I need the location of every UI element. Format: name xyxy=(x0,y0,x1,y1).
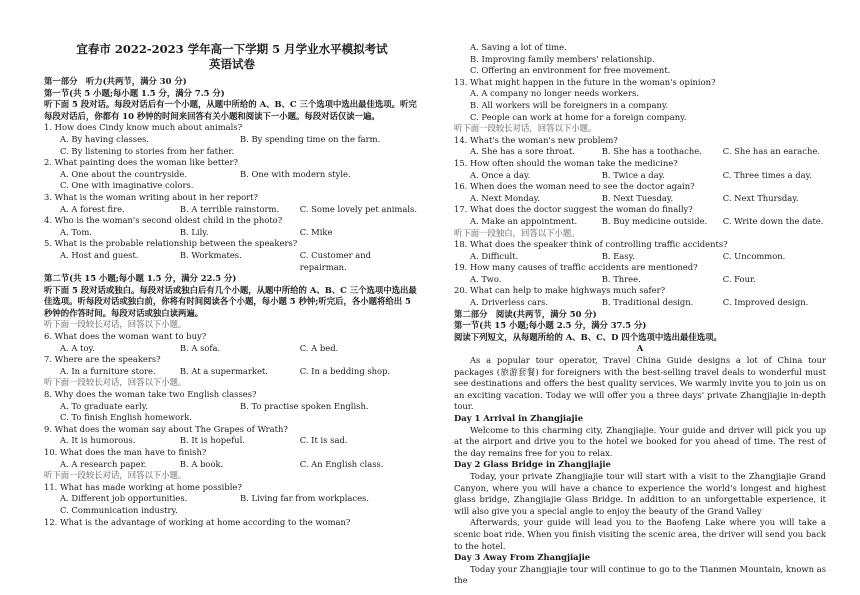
option: B. Traditional design. xyxy=(601,297,694,308)
listening-note: 听下面一段较长对话，回答以下小题。 xyxy=(44,470,187,481)
option: B. A book. xyxy=(179,458,224,469)
question-7: 7. Where are the speakers? xyxy=(44,354,161,365)
question-2-options xyxy=(44,169,420,181)
option: C. Write down the date. xyxy=(722,215,824,226)
option: B. Easy. xyxy=(601,250,635,261)
option: A. It is humorous. xyxy=(60,435,136,446)
option: B. One with modern style. xyxy=(240,168,351,179)
option: B. Lily. xyxy=(179,226,209,237)
option: C. Offering an environment for free movement. xyxy=(470,65,671,76)
section1-heading: 第一节(共 5 小题;每小题 1.5 分，满分 7.5 分) xyxy=(44,87,225,98)
option: C. Communication industry. xyxy=(60,504,178,515)
question-1-options xyxy=(44,134,420,146)
listening-note: 听下面一段较长对话，回答以下小题。 xyxy=(44,319,187,330)
part2-heading: 第二部分 阅读(共两节，满分 50 分) xyxy=(454,308,597,319)
question-5-options xyxy=(44,250,420,273)
question-7-options xyxy=(44,366,420,378)
question-14: 14. What's the woman's new problem? xyxy=(454,134,618,145)
question-16-options xyxy=(454,193,826,205)
option: C. Uncommon. xyxy=(722,250,786,261)
option: B. All workers will be foreigners in a company. xyxy=(470,99,669,110)
option: A. In a furniture store. xyxy=(60,365,156,376)
option: A. Once a day. xyxy=(470,169,531,180)
listening-note: 听下面一段较长对话，回答以下小题。 xyxy=(44,377,187,388)
passage-letter: A xyxy=(636,343,644,354)
option: B. Improving family members' relationship. xyxy=(470,53,655,64)
exam-title: 宜春市 2022-2023 学年高一下学期 5 月学业水平模拟考试 xyxy=(76,42,388,56)
option: C. She has an earache. xyxy=(722,146,820,157)
question-20: 20. What can help to make highways much safer? xyxy=(454,285,666,296)
question-18: 18. What does the speaker think of controlling traffic accidents? xyxy=(454,239,728,250)
question-13: 13. What might happen in the future in the woman's opinion? xyxy=(454,76,716,87)
section2-instructions: 听下面 5 段对话或独白。每段对话或独白后有几个小题，从题中所给的 A、B、C 三个选项中选出最佳选项。听每段对话或独白前，你将有时间阅读各个小题，每小题 5 秒钟;听完后，各小题将给出 5 秒钟的作答时间。每段对话或独白读两遍。 xyxy=(44,284,417,318)
question-12: 12. What is the advantage of working at home according to the woman? xyxy=(44,516,351,527)
question-15-options xyxy=(454,170,826,182)
listening-note: 听下面一段独白，回答以下小题。 xyxy=(454,227,580,238)
option: A. Saving a lot of time. xyxy=(470,42,567,52)
left-column xyxy=(44,42,420,528)
option: A. To graduate early. xyxy=(60,400,149,411)
part1-heading: 第一部分 听力(共两节，满分 30 分) xyxy=(44,76,187,86)
option: C. It is sad. xyxy=(299,435,348,446)
option: B. A terrible rainstorm. xyxy=(179,203,280,214)
question-10: 10. What does the man have to finish? xyxy=(44,447,207,457)
option: B. Buy medicine outside. xyxy=(601,215,708,226)
section2-heading: 第二节(共 15 小题;每小题 1.5 分，满分 22.5 分) xyxy=(44,273,237,284)
option: C. Mike xyxy=(299,226,333,237)
option: C. People can work at home for a foreign company. xyxy=(470,111,687,122)
question-19-options xyxy=(454,274,826,286)
day-heading: Day 1 Arrival in Zhangjiajie xyxy=(454,413,584,423)
option: C. Customer and repairman. xyxy=(299,249,372,272)
question-8: 8. Why does the woman take two English classes? xyxy=(44,389,257,400)
option: B. At a supermarket. xyxy=(179,365,268,376)
question-2: 2. What painting does the woman like better? xyxy=(44,157,239,168)
option: A. A company no longer needs workers. xyxy=(470,88,639,99)
question-4-options xyxy=(44,227,420,239)
question-19: 19. How many causes of traffic accidents are mentioned? xyxy=(454,262,698,273)
option: C. An English class. xyxy=(299,458,384,469)
option: A. One about the countryside. xyxy=(60,168,188,179)
right-column xyxy=(454,42,826,587)
option: C. Four. xyxy=(722,273,756,284)
question-15: 15. How often should the woman take the medicine? xyxy=(454,157,678,168)
question-16: 16. When does the woman need to see the doctor again? xyxy=(454,181,695,192)
passage-paragraph: Afterwards, your guide will lead you to the Baofeng Lake where you will take a scenic boat ride. When you finish visiting the scenic area, the driver will send you back to the hotel. xyxy=(454,517,826,551)
passage-paragraph: Welcome to this charming city, Zhangjiajie. Your guide and driver will pick you up at the airport and drive you to the hotel we booked for you ahead of time. The rest of the day remains free for you to relax. xyxy=(454,424,826,458)
option: C. Next Thursday. xyxy=(722,192,799,203)
question-17: 17. What does the doctor suggest the woman do finally? xyxy=(454,204,693,215)
passage-paragraph: Today, your private Zhangjiajie tour will start with a visit to the Zhangjiajie Grand Canyon, where you will have a chance to experience the world's longest and highest glass bridge, Zhangjiajie Glass Bridge. In addition to an unforgettable experience, it will also give you a special angle to enjoy the beauty of the Grand Valley xyxy=(454,470,826,516)
option: B. She has a toothache. xyxy=(601,146,702,157)
option: C. By listening to stories from her father. xyxy=(60,145,235,156)
question-11-options xyxy=(44,493,420,505)
option: B. Twice a day. xyxy=(601,169,665,180)
option: C. To finish English homework. xyxy=(60,412,192,423)
option: A. Different job opportunities. xyxy=(60,493,188,504)
question-6-options xyxy=(44,343,420,355)
day-heading: Day 3 Away From Zhangjiajie xyxy=(454,552,591,563)
option: B. Living far from workplaces. xyxy=(240,493,369,504)
question-11: 11. What has made working at home possible? xyxy=(44,481,242,492)
section3-heading: 第一节(共 15 小题;每小题 2.5 分，满分 37.5 分) xyxy=(454,320,647,331)
option: A. Difficult. xyxy=(470,250,519,261)
option: C. One with imaginative colors. xyxy=(60,180,194,191)
option: C. In a bedding shop. xyxy=(299,365,391,376)
passage-paragraph: As a popular tour operator, Travel China Guide designs a lot of China tour packages (旅游套餐) for foreigners with the best-selling travel deals to wonderful must see destinations and offers the best quality services. We warmly invite you to join us on an exciting vacation. Today we will offer you a three days' private Zhangjiajie in-depth tour. xyxy=(454,355,826,412)
option: A. By having classes. xyxy=(60,133,150,144)
listening-note: 听下面一段较长对话，回答以下小题。 xyxy=(454,123,597,134)
option: A. Two. xyxy=(470,273,502,284)
option: A. Next Monday. xyxy=(470,192,541,203)
option: B. To practise spoken English. xyxy=(240,400,369,411)
option: B. Workmates. xyxy=(179,249,242,260)
option: B. Next Tuesday. xyxy=(601,192,674,203)
question-5: 5. What is the probable relationship between the speakers? xyxy=(44,238,298,249)
exam-subtitle: 英语试卷 xyxy=(209,57,255,71)
option: C. A bed. xyxy=(299,342,339,353)
option: C. Improved design. xyxy=(722,297,809,308)
option: B. By spending time on the farm. xyxy=(240,133,381,144)
question-3-options xyxy=(44,204,420,216)
question-10-options xyxy=(44,459,420,471)
option: A. Tom. xyxy=(60,226,92,237)
question-4: 4. Who is the woman's second oldest child in the photo? xyxy=(44,215,283,226)
question-18-options xyxy=(454,251,826,263)
option: C. Three times a day. xyxy=(722,169,812,180)
question-1: 1. How does Cindy know much about animals? xyxy=(44,122,243,133)
option: A. Host and guest. xyxy=(60,249,139,260)
question-17-options xyxy=(454,216,826,228)
question-14-options xyxy=(454,146,826,158)
passage-paragraph: Today your Zhangjiajie tour will continue to go to the Tianmen Mountain, known as the xyxy=(454,563,826,586)
section1-instructions: 听下面 5 段对话。每段对话后有一个小题，从题中所给的 A、B、C 三个选项中选出最佳选项。听完每段对话后，你都有 10 秒钟的时间来回答有关小题和阅读下一小题。每段对话仅读一遍。 xyxy=(44,99,417,121)
question-20-options xyxy=(454,297,826,309)
option: A. Driverless cars. xyxy=(470,297,549,308)
day-heading: Day 2 Glass Bridge in Zhangjiajie xyxy=(454,459,611,470)
option: A. A forest fire. xyxy=(60,203,125,214)
option: C. Some lovely pet animals. xyxy=(299,203,417,214)
question-6: 6. What does the woman want to buy? xyxy=(44,331,207,342)
section3-instructions: 阅读下列短文，从每题所给的 A、B、C、D 四个选项中选出最佳选项。 xyxy=(454,331,722,342)
option: A. Make an appointment. xyxy=(470,215,578,226)
option: A. A toy. xyxy=(60,342,95,353)
option: B. It is hopeful. xyxy=(179,435,245,446)
question-8-options xyxy=(44,401,420,413)
question-9: 9. What does the woman say about The Grapes of Wrath? xyxy=(44,423,288,434)
question-9-options xyxy=(44,435,420,447)
option: B. Three. xyxy=(601,273,641,284)
option: B. A sofa. xyxy=(179,342,221,353)
option: A. A research paper. xyxy=(60,458,147,469)
option: A. She has a sore throat. xyxy=(470,146,575,157)
question-3: 3. What is the woman writing about in her report? xyxy=(44,191,258,202)
